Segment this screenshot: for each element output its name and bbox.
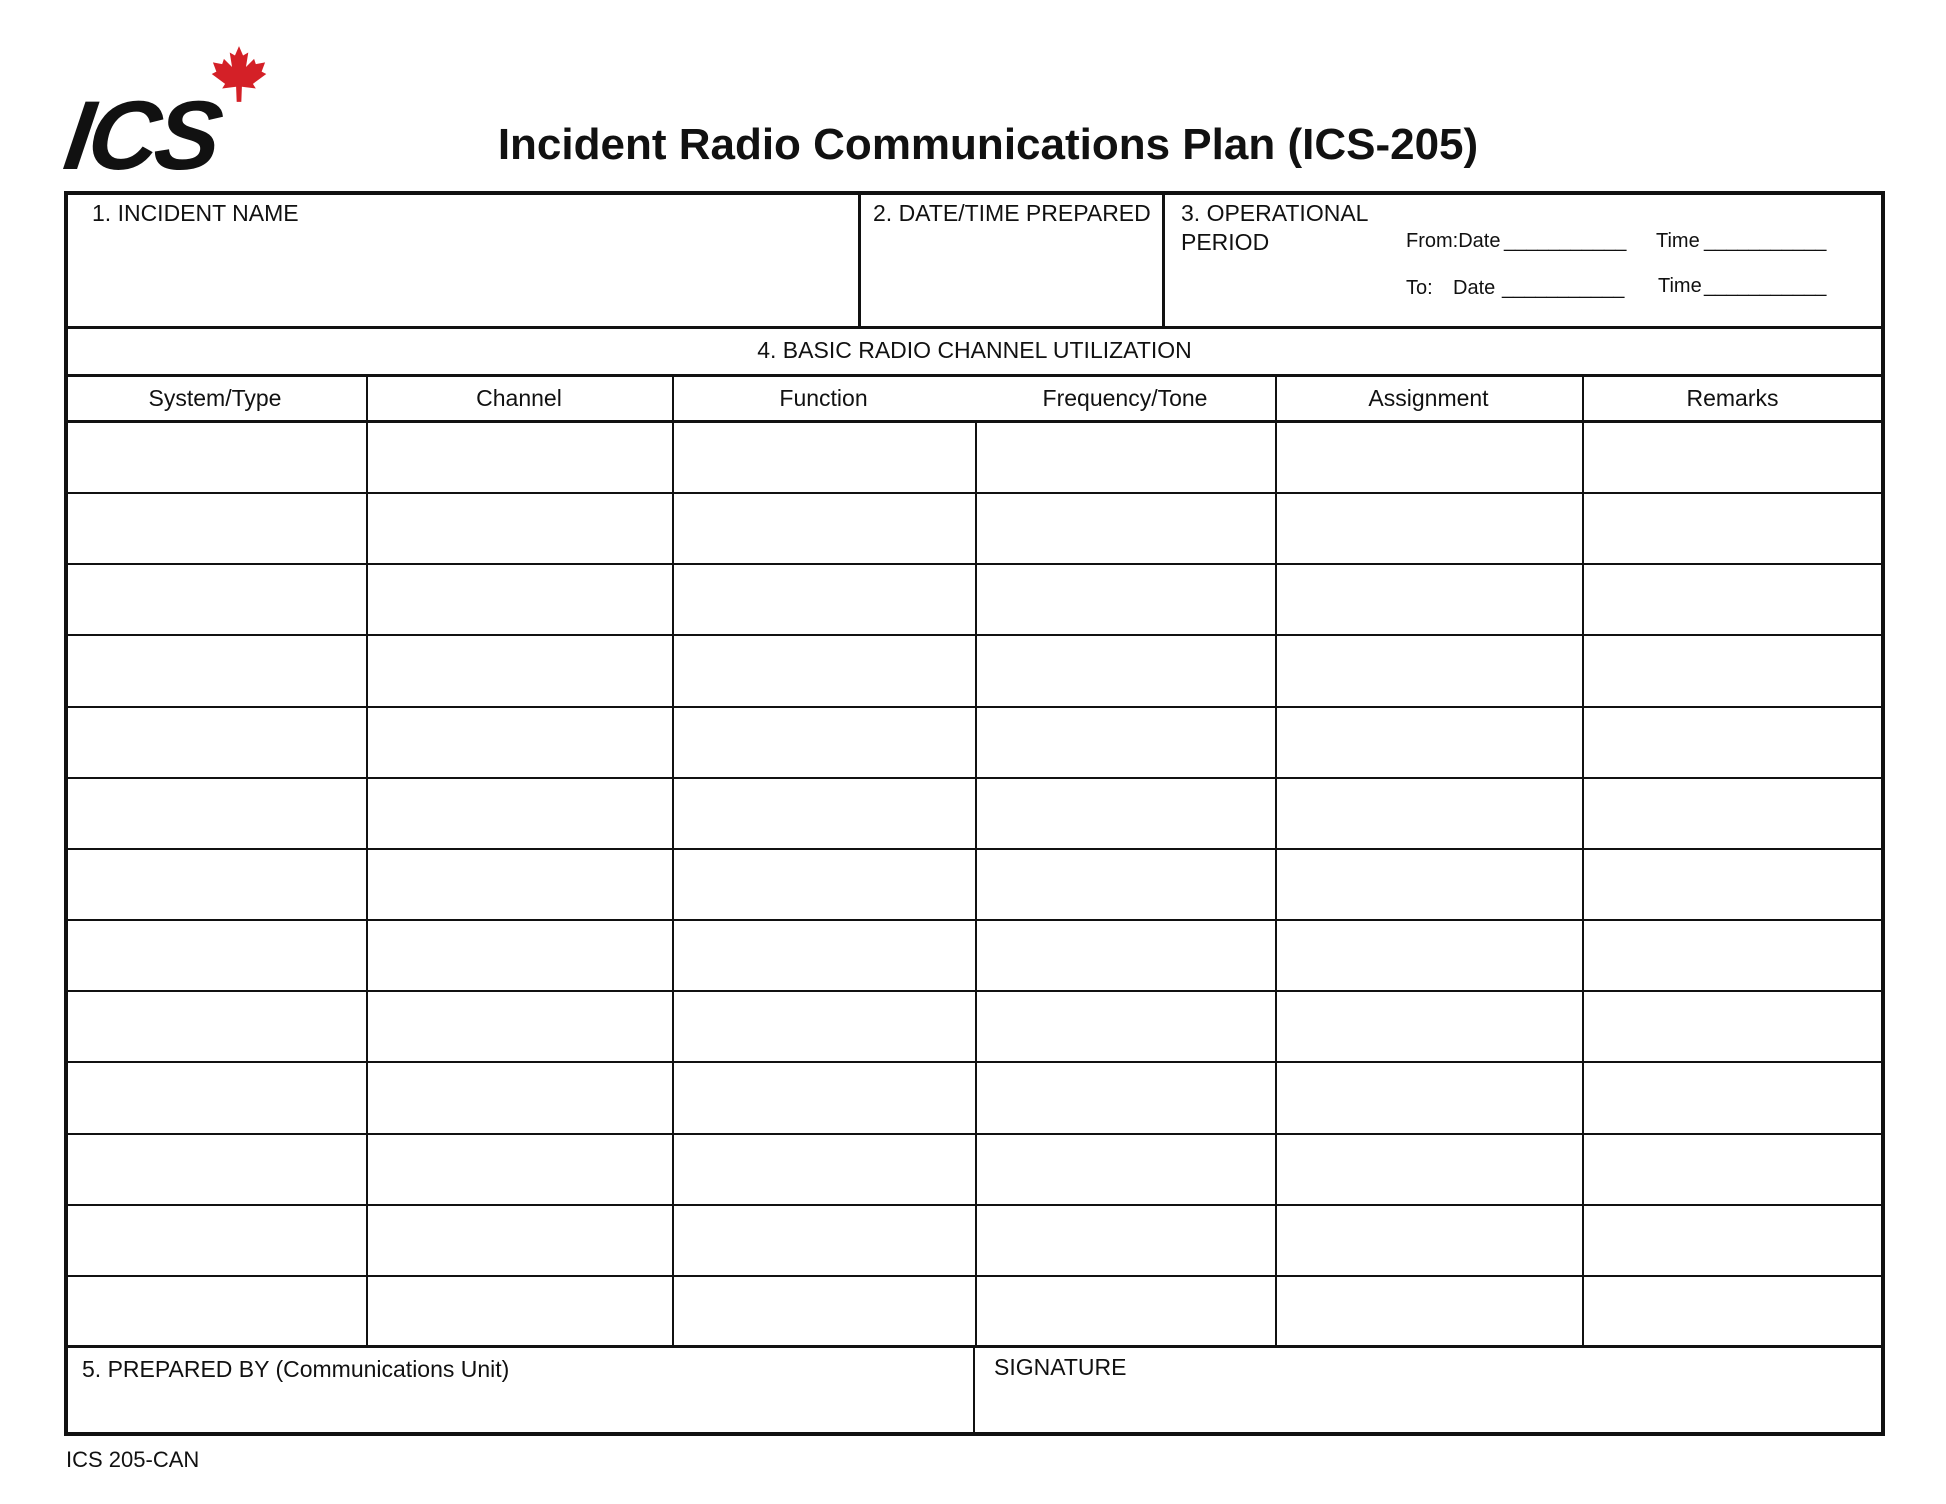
table-cell[interactable] xyxy=(68,565,364,632)
table-cell[interactable] xyxy=(674,1063,973,1130)
table-cell[interactable] xyxy=(68,1063,364,1130)
table-cell[interactable] xyxy=(1277,1206,1580,1273)
signature-label: SIGNATURE xyxy=(994,1354,1127,1380)
operational-period-label: 3. OPERATIONAL xyxy=(1181,200,1369,226)
table-cell[interactable] xyxy=(1584,1135,1881,1202)
divider xyxy=(66,374,1883,377)
table-cell[interactable] xyxy=(368,1135,670,1202)
table-cell[interactable] xyxy=(368,921,670,988)
divider xyxy=(858,193,861,327)
to-time-blank[interactable]: ___________ xyxy=(1704,275,1827,297)
table-cell[interactable] xyxy=(68,423,364,490)
table-cell[interactable] xyxy=(68,850,364,917)
table-cell[interactable] xyxy=(674,921,973,988)
table-cell[interactable] xyxy=(1584,921,1881,988)
date-time-prepared-label: 2. DATE/TIME PREPARED xyxy=(873,200,1151,226)
table-cell[interactable] xyxy=(674,708,973,775)
table-cell[interactable] xyxy=(1584,992,1881,1059)
table-cell[interactable] xyxy=(68,1206,364,1273)
table-cell[interactable] xyxy=(977,1206,1273,1273)
form-title: Incident Radio Communications Plan (ICS-205) xyxy=(497,120,1479,169)
operational-period-label-line2: PERIOD xyxy=(1181,229,1270,255)
table-cell[interactable] xyxy=(674,1206,973,1273)
table-cell[interactable] xyxy=(977,708,1273,775)
table-cell[interactable] xyxy=(674,850,973,917)
table-cell[interactable] xyxy=(368,992,670,1059)
table-cell[interactable] xyxy=(68,1135,364,1202)
table-cell[interactable] xyxy=(1277,1135,1580,1202)
table-cell[interactable] xyxy=(977,779,1273,846)
table-cell[interactable] xyxy=(1277,636,1580,703)
table-cell[interactable] xyxy=(977,1063,1273,1130)
table-cell[interactable] xyxy=(368,1063,670,1130)
table-cell[interactable] xyxy=(1584,1206,1881,1273)
table-cell[interactable] xyxy=(1277,565,1580,632)
table-cell[interactable] xyxy=(1584,708,1881,775)
logo-text: ICS xyxy=(58,80,226,190)
table-cell[interactable] xyxy=(674,565,973,632)
table-cell[interactable] xyxy=(977,565,1273,632)
table-cell[interactable] xyxy=(68,708,364,775)
table-cell[interactable] xyxy=(674,423,973,490)
table-cell[interactable] xyxy=(368,423,670,490)
table-cell[interactable] xyxy=(977,1277,1273,1344)
table-cell[interactable] xyxy=(368,636,670,703)
table-cell[interactable] xyxy=(1584,850,1881,917)
maple-leaf-icon xyxy=(210,44,268,104)
table-cell[interactable] xyxy=(1584,1277,1881,1344)
table-cell[interactable] xyxy=(368,708,670,775)
table-cell[interactable] xyxy=(368,1206,670,1273)
table-cell[interactable] xyxy=(977,1135,1273,1202)
column-header-assignment: Assignment xyxy=(1368,385,1489,411)
table-cell[interactable] xyxy=(977,921,1273,988)
to-date-blank[interactable]: ___________ xyxy=(1502,277,1625,299)
table-cell[interactable] xyxy=(1277,708,1580,775)
table-cell[interactable] xyxy=(674,1277,973,1344)
table-cell[interactable] xyxy=(68,494,364,561)
incident-name-label: 1. INCIDENT NAME xyxy=(92,200,299,226)
table-cell[interactable] xyxy=(1277,992,1580,1059)
to-date-label: Date xyxy=(1453,277,1496,299)
table-cell[interactable] xyxy=(977,494,1273,561)
table-cell[interactable] xyxy=(674,1135,973,1202)
column-header-remarks: Remarks xyxy=(1686,385,1779,411)
table-cell[interactable] xyxy=(1584,494,1881,561)
table-cell[interactable] xyxy=(977,850,1273,917)
table-cell[interactable] xyxy=(1584,565,1881,632)
table-cell[interactable] xyxy=(1584,1063,1881,1130)
to-label: To: xyxy=(1406,277,1433,299)
table-cell[interactable] xyxy=(977,636,1273,703)
table-cell[interactable] xyxy=(1584,636,1881,703)
table-cell[interactable] xyxy=(977,423,1273,490)
column-header-channel: Channel xyxy=(476,385,562,411)
table-cell[interactable] xyxy=(1277,423,1580,490)
table-cell[interactable] xyxy=(368,565,670,632)
table-cell[interactable] xyxy=(674,494,973,561)
table-cell[interactable] xyxy=(1584,779,1881,846)
divider xyxy=(1162,193,1165,327)
table-cell[interactable] xyxy=(1277,1277,1580,1344)
section4-title: 4. BASIC RADIO CHANNEL UTILIZATION xyxy=(757,337,1192,363)
table-cell[interactable] xyxy=(1277,494,1580,561)
form-code: ICS 205-CAN xyxy=(66,1447,200,1472)
table-cell[interactable] xyxy=(368,1277,670,1344)
column-header-function: Function xyxy=(779,385,868,411)
column-header-frequency-tone: Frequency/Tone xyxy=(1042,385,1208,411)
from-time-blank[interactable]: ___________ xyxy=(1704,230,1827,252)
table-cell[interactable] xyxy=(368,779,670,846)
table-cell[interactable] xyxy=(1277,850,1580,917)
divider xyxy=(973,1346,975,1433)
table-cell[interactable] xyxy=(68,1277,364,1344)
table-cell[interactable] xyxy=(1277,779,1580,846)
column-header-system-type: System/Type xyxy=(148,385,282,411)
table-cell[interactable] xyxy=(68,636,364,703)
table-cell[interactable] xyxy=(1584,423,1881,490)
table-cell[interactable] xyxy=(674,992,973,1059)
divider xyxy=(66,326,1883,329)
table-cell[interactable] xyxy=(674,779,973,846)
from-date-label: From:Date xyxy=(1406,230,1501,252)
from-date-blank[interactable]: ___________ xyxy=(1504,230,1627,252)
table-cell[interactable] xyxy=(68,921,364,988)
table-cell[interactable] xyxy=(1277,921,1580,988)
table-cell[interactable] xyxy=(368,494,670,561)
prepared-by-label: 5. PREPARED BY (Communications Unit) xyxy=(82,1356,510,1382)
table-cell[interactable] xyxy=(1277,1063,1580,1130)
table-cell[interactable] xyxy=(674,636,973,703)
table-cell[interactable] xyxy=(368,850,670,917)
table-cell[interactable] xyxy=(68,992,364,1059)
table-cell[interactable] xyxy=(977,992,1273,1059)
to-time-label: Time xyxy=(1658,275,1702,297)
from-time-label: Time xyxy=(1656,230,1700,252)
table-cell[interactable] xyxy=(68,779,364,846)
